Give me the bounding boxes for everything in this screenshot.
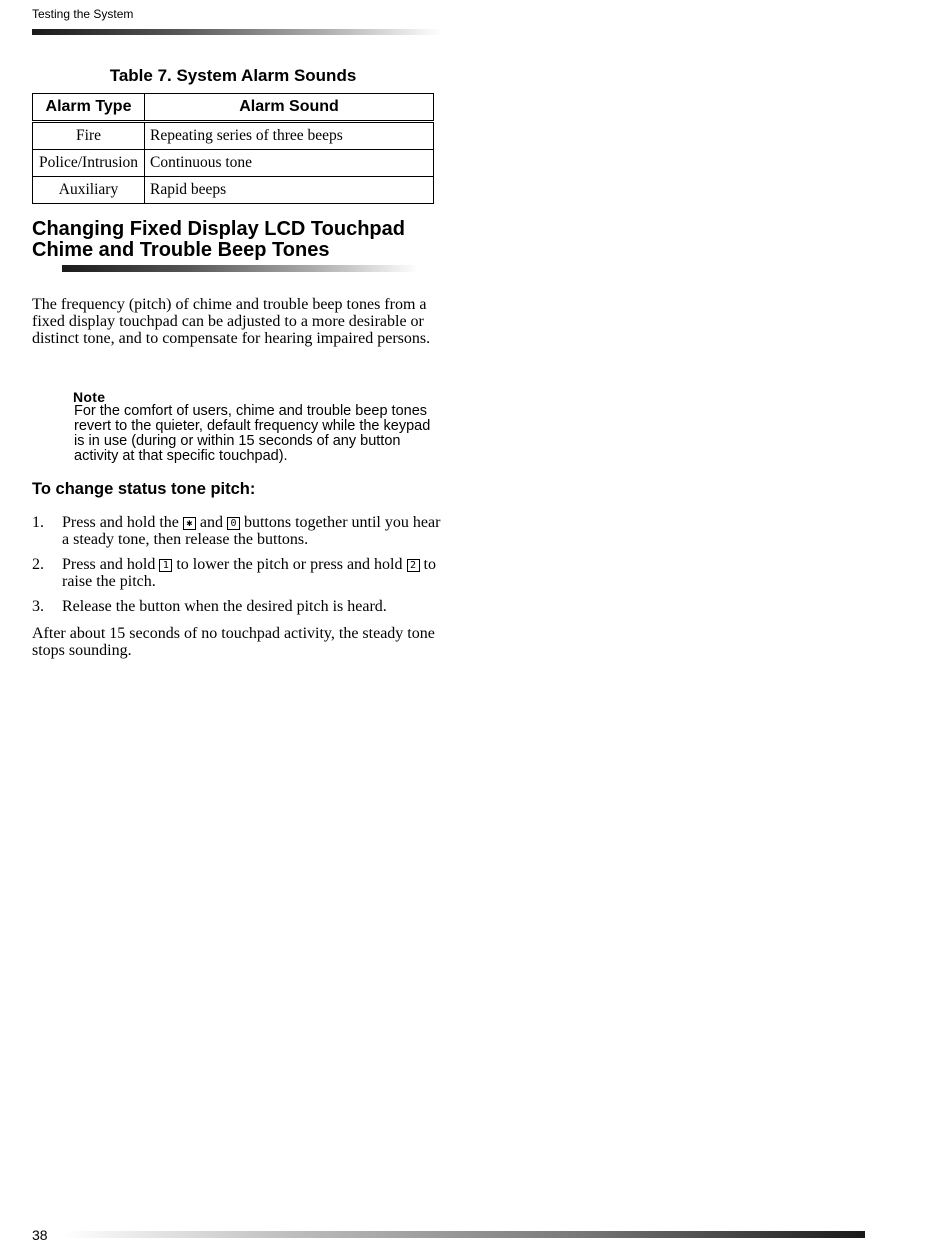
heading-rule [62, 265, 418, 272]
step-text: to raise the pitch. [62, 556, 436, 590]
table-caption: Table 7. System Alarm Sounds [109, 66, 357, 85]
alarm-type-cell: Police/Intrusion [33, 150, 145, 177]
step-text: to lower the pitch or press and hold [172, 556, 407, 573]
section-heading-line-1: Changing Fixed Display LCD Touchpad [32, 218, 405, 240]
procedure-step [32, 556, 442, 590]
step-text: Release the button when the desired pitch is heard. [62, 598, 387, 615]
column-header-alarm-type: Alarm Type [33, 94, 145, 122]
procedure-heading: To change status tone pitch: [32, 480, 256, 498]
step-text: buttons together until you hear a steady tone, then release the buttons. [62, 514, 441, 548]
closing-paragraph: After about 15 seconds of no touchpad activity, the steady tone stops sounding. [32, 625, 435, 659]
note-text: For the comfort of users, chime and trouble beep tones revert to the quieter, default frequency while the keypad is in use (during or within 15 seconds of any button activity at that specific touchpad). [74, 403, 431, 464]
alarm-type-cell: Fire [33, 122, 145, 150]
step-text: Press and hold the [62, 514, 183, 531]
two-key-icon: 2 [407, 559, 420, 572]
section-heading-line-2: Chime and Trouble Beep Tones [32, 239, 330, 261]
step-number: 1. [32, 514, 44, 531]
alarm-sounds-table [32, 93, 434, 204]
table-header-row [33, 94, 434, 122]
table-row [33, 177, 434, 204]
alarm-type-cell: Auxiliary [33, 177, 145, 204]
alarm-sound-cell: Rapid beeps [145, 177, 434, 204]
procedure-step [32, 598, 442, 615]
running-header: Testing the System [32, 7, 134, 21]
intro-paragraph: The frequency (pitch) of chime and trouble beep tones from a fixed display touchpad can be adjusted to a more desirable or distinct tone, and to compensate for hearing impaired persons. [32, 296, 431, 347]
table-row [33, 122, 434, 150]
step-text: and [195, 514, 227, 531]
step-number: 3. [32, 598, 44, 615]
procedure-step [32, 514, 442, 548]
zero-key-icon: 0 [227, 517, 240, 530]
section-heading [32, 219, 452, 261]
step-number: 2. [32, 556, 44, 573]
star-key-icon: ✱ [183, 517, 196, 530]
one-key-icon: 1 [159, 559, 172, 572]
procedure-steps [32, 514, 442, 623]
table-row [33, 150, 434, 177]
step-text: Press and hold [62, 556, 160, 573]
note-label: Note [73, 389, 106, 405]
footer-rule [62, 1231, 865, 1238]
alarm-sound-cell: Repeating series of three beeps [145, 122, 434, 150]
alarm-sound-cell: Continuous tone [145, 150, 434, 177]
header-rule [32, 29, 442, 35]
column-header-alarm-sound: Alarm Sound [145, 94, 434, 122]
page-number: 38 [32, 1227, 48, 1243]
